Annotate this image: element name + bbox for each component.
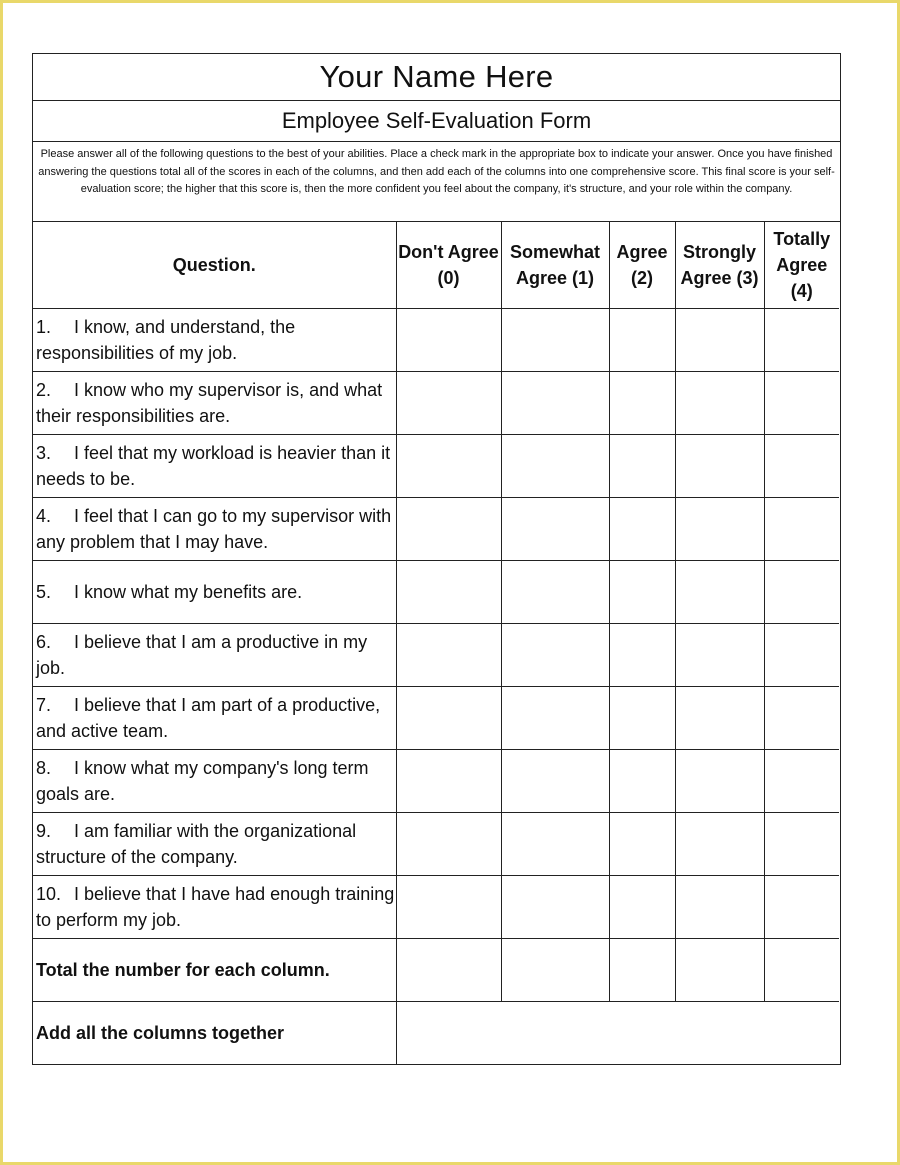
answer-box-somewhat-agree[interactable]	[501, 498, 609, 561]
column-header-somewhat-agree: Somewhat Agree (1)	[501, 222, 609, 309]
answer-box-strongly-agree[interactable]	[675, 876, 764, 939]
answer-box-totally-agree[interactable]	[764, 309, 839, 372]
question-text	[33, 372, 396, 435]
answer-box-agree[interactable]	[609, 624, 675, 687]
question-text	[33, 687, 396, 750]
answer-box-agree[interactable]	[609, 498, 675, 561]
answer-box-dont-agree[interactable]	[396, 876, 501, 939]
question-row	[33, 750, 839, 813]
question-row	[33, 309, 839, 372]
column-header-totally-agree: Totally Agree (4)	[764, 222, 839, 309]
evaluation-table	[33, 222, 839, 1064]
grand-total-box[interactable]	[396, 1002, 839, 1065]
column-header-dont-agree: Don't Agree (0)	[396, 222, 501, 309]
question-number: 6.	[36, 632, 52, 652]
question-label: I know, and understand, the responsibilities of my job.	[36, 317, 296, 363]
form-title: Your Name Here	[33, 54, 840, 101]
answer-box-strongly-agree[interactable]	[675, 498, 764, 561]
total-box-somewhat-agree[interactable]	[501, 939, 609, 1002]
question-label: I know what my benefits are.	[74, 582, 303, 602]
answer-box-dont-agree[interactable]	[396, 498, 501, 561]
table-header-row	[33, 222, 839, 309]
question-label: I feel that my workload is heavier than it needs to be.	[36, 443, 391, 489]
question-text	[33, 309, 396, 372]
question-row	[33, 435, 839, 498]
question-number: 3.	[36, 443, 52, 463]
answer-box-totally-agree[interactable]	[764, 750, 839, 813]
answer-box-totally-agree[interactable]	[764, 372, 839, 435]
question-number: 2.	[36, 380, 52, 400]
question-number: 5.	[36, 582, 52, 602]
answer-box-agree[interactable]	[609, 876, 675, 939]
question-number: 8.	[36, 758, 52, 778]
question-text	[33, 498, 396, 561]
question-label: I know what my company's long term goals are.	[36, 758, 369, 804]
answer-box-totally-agree[interactable]	[764, 876, 839, 939]
answer-box-somewhat-agree[interactable]	[501, 435, 609, 498]
question-label: I believe that I have had enough training to perform my job.	[36, 884, 395, 930]
grand-total-label: Add all the columns together	[33, 1002, 396, 1065]
answer-box-totally-agree[interactable]	[764, 435, 839, 498]
answer-box-somewhat-agree[interactable]	[501, 624, 609, 687]
total-box-dont-agree[interactable]	[396, 939, 501, 1002]
answer-box-dont-agree[interactable]	[396, 435, 501, 498]
answer-box-agree[interactable]	[609, 813, 675, 876]
answer-box-strongly-agree[interactable]	[675, 687, 764, 750]
question-row	[33, 498, 839, 561]
answer-box-totally-agree[interactable]	[764, 624, 839, 687]
question-row	[33, 561, 839, 624]
answer-box-dont-agree[interactable]	[396, 687, 501, 750]
evaluation-form	[32, 53, 841, 1065]
form-instructions: Please answer all of the following questions to the best of your abilities. Place a check mark in the appropriate box to indicate your answer. Once you have finished answering the questions total all of the scores in each of the columns, and then add each of the columns into one comprehensive score. This final score is your self-evaluation score; the higher that this score is, then the more confident you feel about the company, it's structure, and your role within the company.	[33, 142, 840, 222]
answer-box-strongly-agree[interactable]	[675, 750, 764, 813]
answer-box-totally-agree[interactable]	[764, 813, 839, 876]
answer-box-totally-agree[interactable]	[764, 687, 839, 750]
answer-box-somewhat-agree[interactable]	[501, 372, 609, 435]
question-number: 4.	[36, 506, 52, 526]
question-label: I feel that I can go to my supervisor with any problem that I may have.	[36, 506, 392, 552]
question-row	[33, 813, 839, 876]
question-number: 1.	[36, 317, 52, 337]
total-box-totally-agree[interactable]	[764, 939, 839, 1002]
answer-box-somewhat-agree[interactable]	[501, 750, 609, 813]
answer-box-dont-agree[interactable]	[396, 372, 501, 435]
question-row	[33, 687, 839, 750]
question-text	[33, 813, 396, 876]
question-label: I am familiar with the organizational structure of the company.	[36, 821, 357, 867]
answer-box-strongly-agree[interactable]	[675, 372, 764, 435]
column-totals-label: Total the number for each column.	[33, 939, 396, 1002]
question-number: 10.	[36, 884, 62, 904]
column-totals-row	[33, 939, 839, 1002]
answer-box-dont-agree[interactable]	[396, 561, 501, 624]
question-row	[33, 624, 839, 687]
answer-box-somewhat-agree[interactable]	[501, 309, 609, 372]
total-box-strongly-agree[interactable]	[675, 939, 764, 1002]
question-text	[33, 624, 396, 687]
answer-box-agree[interactable]	[609, 372, 675, 435]
question-row	[33, 372, 839, 435]
question-row	[33, 876, 839, 939]
form-subtitle: Employee Self-Evaluation Form	[33, 101, 840, 142]
answer-box-dont-agree[interactable]	[396, 624, 501, 687]
answer-box-agree[interactable]	[609, 687, 675, 750]
answer-box-somewhat-agree[interactable]	[501, 876, 609, 939]
column-header-question: Question.	[33, 222, 396, 309]
answer-box-strongly-agree[interactable]	[675, 435, 764, 498]
column-header-agree: Agree (2)	[609, 222, 675, 309]
answer-box-strongly-agree[interactable]	[675, 561, 764, 624]
grand-total-row	[33, 1002, 839, 1065]
question-text	[33, 561, 396, 624]
answer-box-totally-agree[interactable]	[764, 498, 839, 561]
answer-box-agree[interactable]	[609, 750, 675, 813]
answer-box-agree[interactable]	[609, 309, 675, 372]
answer-box-somewhat-agree[interactable]	[501, 687, 609, 750]
question-number: 7.	[36, 695, 52, 715]
answer-box-somewhat-agree[interactable]	[501, 561, 609, 624]
question-label: I believe that I am part of a productive, and active team.	[36, 695, 381, 741]
column-header-strongly-agree: Strongly Agree (3)	[675, 222, 764, 309]
answer-box-somewhat-agree[interactable]	[501, 813, 609, 876]
question-label: I believe that I am a productive in my job.	[36, 632, 368, 678]
answer-box-strongly-agree[interactable]	[675, 624, 764, 687]
answer-box-agree[interactable]	[609, 561, 675, 624]
answer-box-strongly-agree[interactable]	[675, 309, 764, 372]
answer-box-agree[interactable]	[609, 435, 675, 498]
answer-box-dont-agree[interactable]	[396, 750, 501, 813]
question-text	[33, 876, 396, 939]
answer-box-dont-agree[interactable]	[396, 813, 501, 876]
question-text	[33, 435, 396, 498]
answer-box-strongly-agree[interactable]	[675, 813, 764, 876]
answer-box-totally-agree[interactable]	[764, 561, 839, 624]
question-number: 9.	[36, 821, 52, 841]
answer-box-dont-agree[interactable]	[396, 309, 501, 372]
question-label: I know who my supervisor is, and what their responsibilities are.	[36, 380, 383, 426]
total-box-agree[interactable]	[609, 939, 675, 1002]
question-text	[33, 750, 396, 813]
